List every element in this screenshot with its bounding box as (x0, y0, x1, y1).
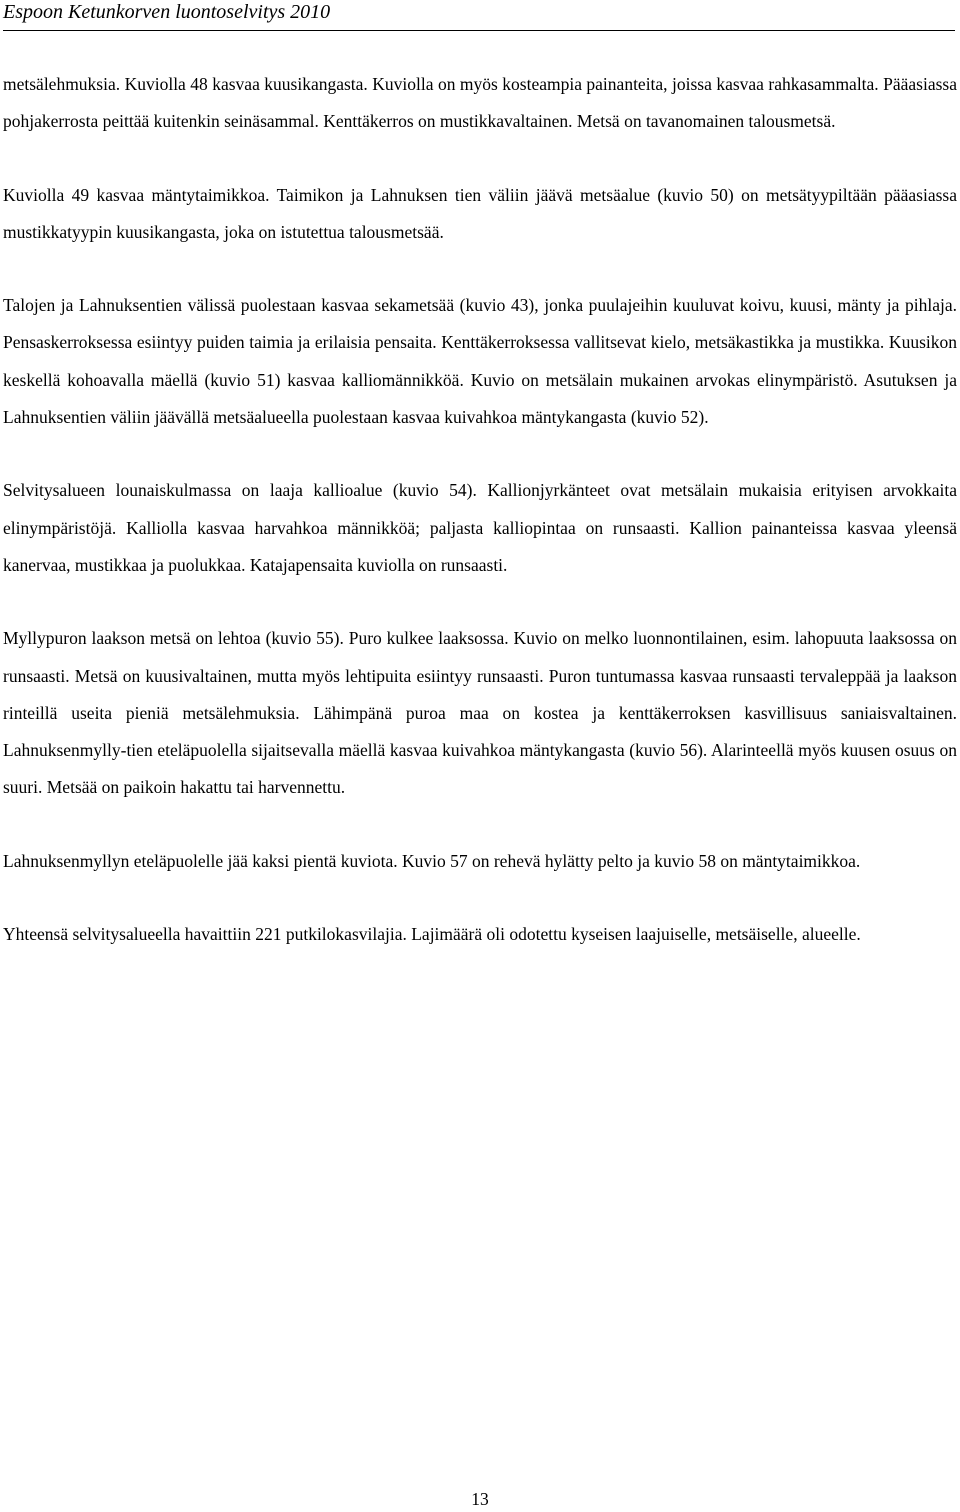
paragraph-2: Kuviolla 49 kasvaa mäntytaimikkoa. Taimikon ja Lahnuksen tien väliin jäävä metsäalue (kuvio 50) on metsätyypiltään pääasiassa mustikkatyypin kuusikangasta, joka on istutettua talousmetsää. (3, 184, 957, 242)
header-rule (3, 30, 955, 31)
paragraph-1: metsälehmuksia. Kuviolla 48 kasvaa kuusikangasta. Kuviolla on myös kosteampia painanteita, joissa kasvaa rahkasammalta. Pääasiassa pohjakerrosta peittää kuitenkin seinäsammal. Kenttäkerros on mustikkavaltainen. Metsä on tavanomainen talousmetsä. (3, 74, 957, 132)
paragraph-3: Talojen ja Lahnuksentien välissä puolestaan kasvaa sekametsää (kuvio 43), jonka puulajeihin kuuluvat koivu, kuusi, mänty ja pihlaja. Pensaskerroksessa esiintyy puiden taimia ja erilaisia pensaita. Kenttäkerroksessa vallitsevat kielo, metsäkastikka ja mustikka. Kuusikon keskellä kohoavalla mäellä (kuvio 51) kasvaa kalliomännikköä. Kuvio on metsälain mukainen arvokas elinympäristö. Asutuksen ja Lahnuksentien väliin jäävällä metsäalueella puolestaan kasvaa kuivahkoa mäntykangasta (kuvio 52). (3, 295, 957, 428)
paragraph-5: Myllypuron laakson metsä on lehtoa (kuvio 55). Puro kulkee laaksossa. Kuvio on melko luonnontilainen, esim. lahopuuta laaksossa on runsaasti. Metsä on kuusivaltainen, mutta myös lehtipuita esiintyy runsaasti. Puron tuntumassa kasvaa runsaasti tervaleppää ja laakson rinteillä useita pieniä metsälehmuksia. Lähimpänä puroa maa on kostea ja kenttäkerroksen kasvillisuus saniaisvaltainen. Lahnuksenmylly-tien eteläpuolella sijaitsevalla mäellä kasvaa kuivahkoa mäntykangasta (kuvio 56). Alarinteellä myös kuusen osuus on suuri. Metsää on paikoin hakattu tai harvennettu. (3, 628, 957, 798)
paragraph-4: Selvitysalueen lounaiskulmassa on laaja kallioalue (kuvio 54). Kallionjyrkänteet ovat metsälain mukaisia erityisen arvokkaita elinympäristöjä. Kalliolla kasvaa harvahkoa männikköä; paljasta kalliopintaa on runsaasti. Kallion painanteissa kasvaa yleensä kanervaa, mustikkaa ja puolukkaa. Katajapensaita kuviolla on runsaasti. (3, 480, 957, 575)
running-header: Espoon Ketunkorven luontoselvitys 2010 (3, 1, 331, 23)
paragraph-7: Yhteensä selvitysalueella havaittiin 221 putkilokasvilajia. Lajimäärä oli odotettu kyseisen laajuiselle, metsäiselle, alueelle. (3, 924, 861, 945)
paragraph-6: Lahnuksenmyllyn eteläpuolelle jää kaksi pientä kuviota. Kuvio 57 on rehevä hylätty pelto ja kuvio 58 on mäntytaimikkoa. (3, 850, 861, 871)
page-body (3, 66, 957, 953)
page-number: 13 (471, 1489, 489, 1509)
